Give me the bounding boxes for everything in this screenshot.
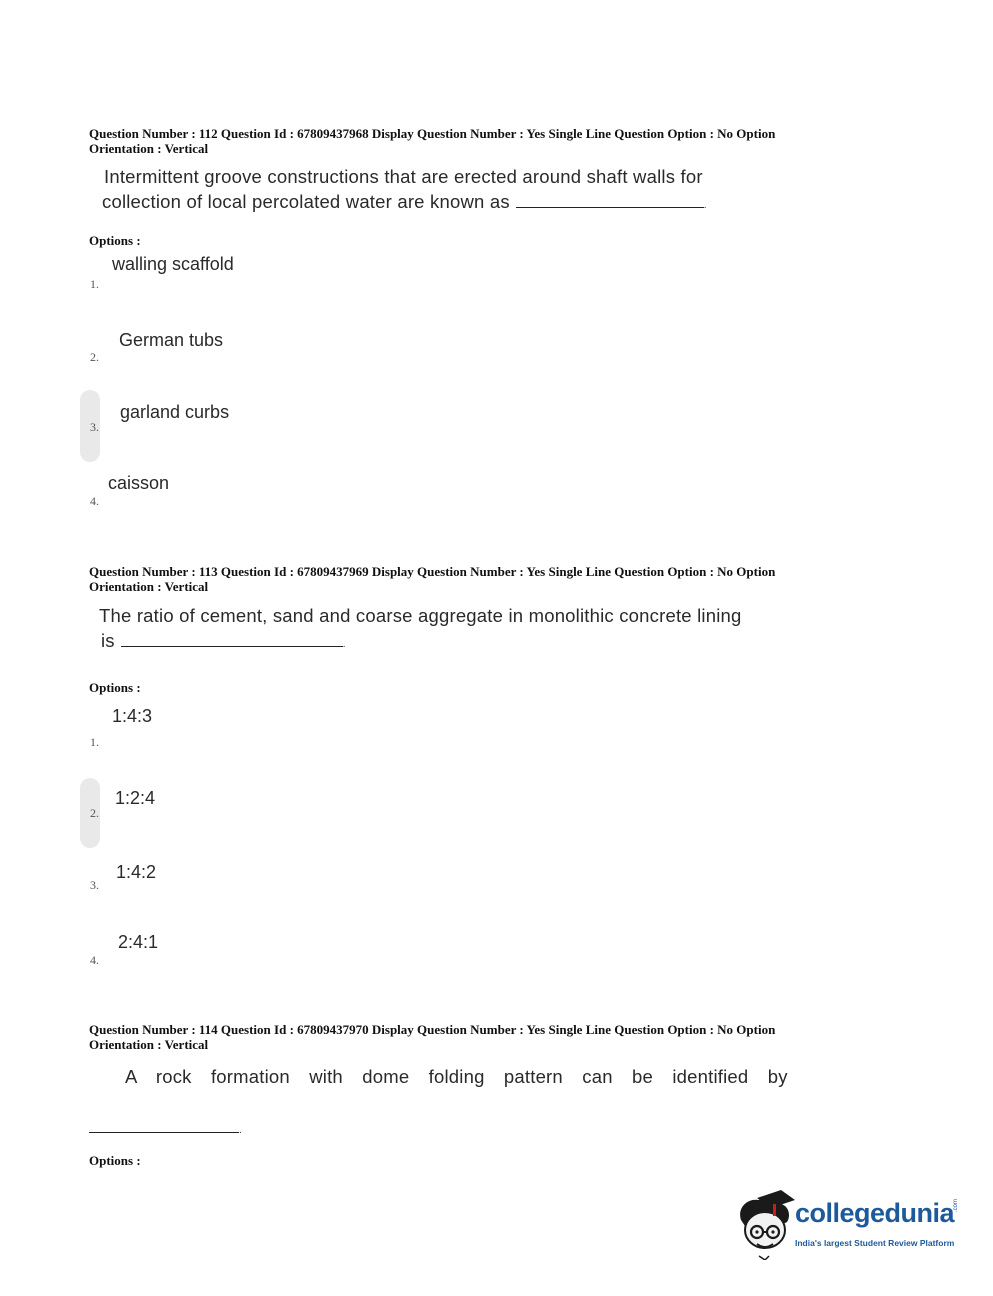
option-text[interactable]: garland curbs xyxy=(120,402,230,422)
answer-blank xyxy=(89,1116,239,1133)
question-113-text xyxy=(99,603,742,657)
question-114-text: A rock formation with dome folding pattern can be identified by xyxy=(125,1066,788,1087)
option-number: 2. xyxy=(90,806,99,820)
question-meta-line: Question Number : 113 Question Id : 67809437969 Display Question Number : Yes Single Line Question Option : No Option xyxy=(89,564,776,579)
option-number: 1. xyxy=(90,277,99,291)
option-text[interactable]: 1:4:3 xyxy=(112,706,153,726)
question-text-line: collection of local percolated water are known as xyxy=(102,191,510,212)
question-text-line: is xyxy=(101,630,115,651)
collegedunia-logo xyxy=(735,1190,960,1260)
option-text[interactable]: walling scaffold xyxy=(112,254,234,274)
question-112-text xyxy=(104,164,707,218)
option-number: 4. xyxy=(90,953,99,967)
question-113-meta xyxy=(89,564,889,594)
option-number: 3. xyxy=(90,878,99,892)
option-number: 1. xyxy=(90,735,99,749)
question-114-meta xyxy=(89,1022,889,1052)
question-112-meta xyxy=(89,126,889,156)
question-text-line: Intermittent groove constructions that are erected around shaft walls for xyxy=(104,166,703,187)
logo-wordmark: collegedunia xyxy=(795,1198,955,1228)
question-meta-line: Orientation : Vertical xyxy=(89,141,209,156)
logo-tagline: India's largest Student Review Platform xyxy=(795,1238,955,1248)
question-114-blank-line: . xyxy=(89,1116,242,1138)
option-text[interactable]: 2:4:1 xyxy=(118,932,159,952)
option-number: 4. xyxy=(90,494,99,508)
mascot-icon xyxy=(735,1190,795,1260)
options-label: Options : xyxy=(89,1153,141,1168)
logo-suffix: .com xyxy=(953,1198,959,1212)
option-text[interactable]: 1:4:2 xyxy=(116,862,157,882)
answer-blank xyxy=(516,191,704,208)
option-text[interactable]: caisson xyxy=(108,473,170,493)
options-label: Options : xyxy=(89,233,141,248)
option-text[interactable]: German tubs xyxy=(119,330,224,350)
question-meta-line: Question Number : 114 Question Id : 67809437970 Display Question Number : Yes Single Line Question Option : No Option xyxy=(89,1022,776,1037)
option-text[interactable]: 1:2:4 xyxy=(115,788,156,808)
options-label: Options : xyxy=(89,680,141,695)
question-meta-line: Orientation : Vertical xyxy=(89,1037,209,1052)
question-text-line: The ratio of cement, sand and coarse aggregate in monolithic concrete lining xyxy=(99,605,742,626)
option-number: 3. xyxy=(90,420,99,434)
question-meta-line: Question Number : 112 Question Id : 67809437968 Display Question Number : Yes Single Line Question Option : No Option xyxy=(89,126,776,141)
question-text-line-with-blank: is . xyxy=(101,630,346,651)
question-text-line-with-blank: collection of local percolated water are known as . xyxy=(102,191,707,212)
question-meta-line: Orientation : Vertical xyxy=(89,579,209,594)
answer-blank xyxy=(121,630,343,647)
option-number: 2. xyxy=(90,350,99,364)
